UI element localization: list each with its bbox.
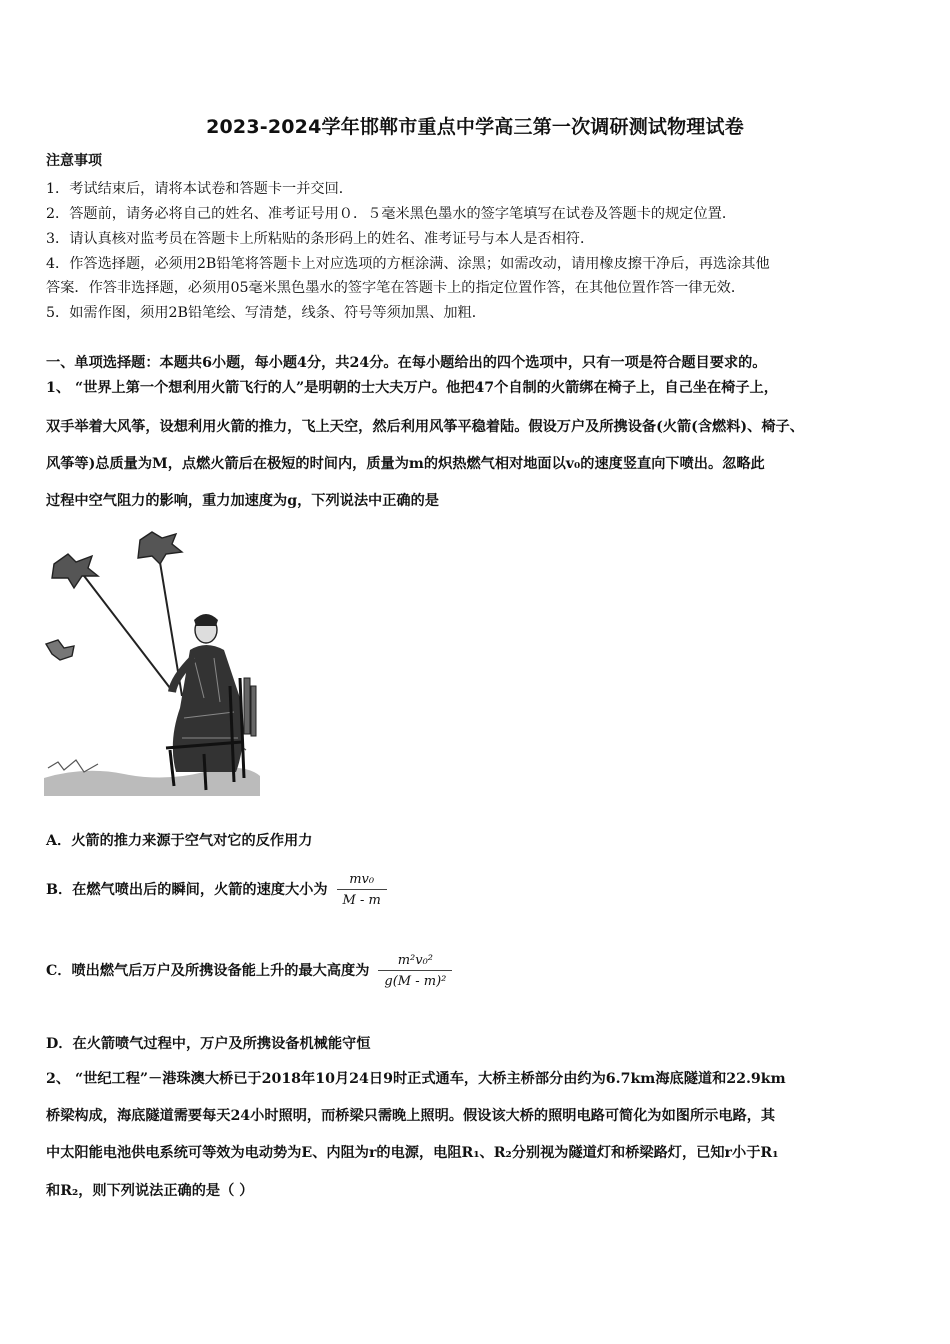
question-1-text: 1、 “世界上第一个想利用火箭飞行的人”是明朝的士大夫万户。他把47个自制的火箭绑在椅子上，自己坐在椅子上， [46, 380, 778, 396]
question-2-text: 2、 “世纪工程”－港珠澳大桥已于2018年10月24日9时正式通车，大桥主桥部分由约为6.7km海底隧道和22.9km [46, 1071, 786, 1087]
option-d: D．在火箭喷气过程中，万户及所携设备机械能守恒 [46, 1036, 371, 1052]
option-c-denominator: g(M - m)² [384, 974, 447, 989]
option-b-text: B．在燃气喷出后的瞬间，火箭的速度大小为 [46, 882, 328, 898]
option-c [46, 953, 452, 989]
option-b-formula [337, 872, 387, 908]
notice-item: 2．答题前，请务必将自己的姓名、准考证号用０．５毫米黑色墨水的签字笔填写在试卷及答题卡的规定位置． [46, 206, 737, 222]
section-heading: 一、单项选择题：本题共6小题，每小题4分，共24分。在每小题给出的四个选项中，只有一项是符合题目要求的。 [46, 355, 767, 371]
option-b-numerator: mv₀ [337, 872, 387, 890]
notice-item: 3．请认真核对监考员在答题卡上所粘贴的条形码上的姓名、准考证号与本人是否相符． [46, 231, 595, 247]
notice-item: 5．如需作图，须用2B铅笔绘、写清楚，线条、符号等须加黑、加粗． [46, 305, 486, 321]
option-c-numerator: m²v₀² [378, 953, 452, 971]
notice-item: 4．作答选择题，必须用2B铅笔将答题卡上对应选项的方框涂满、涂黑；如需改动，请用橡皮擦干净后，再选涂其他 [46, 256, 770, 272]
notice-item: 答案．作答非选择题，必须用05毫米黑色墨水的签字笔在答题卡上的指定位置作答，在其他位置作答一律无效． [46, 280, 746, 296]
option-c-text: C．喷出燃气后万户及所携设备能上升的最大高度为 [46, 963, 370, 979]
question-1-text: 双手举着大风筝，设想利用火箭的推力，飞上天空，然后利用风筝平稳着陆。假设万户及所携设备(火箭(含燃料)、椅子、 [46, 419, 804, 435]
question-2-text: 桥梁构成，海底隧道需要每天24小时照明，而桥梁只需晚上照明。假设该大桥的照明电路可简化为如图所示电路，其 [46, 1108, 776, 1124]
notice-item: 1．考试结束后，请将本试卷和答题卡一并交回． [46, 181, 353, 197]
wan-hu-rocket-chair-illustration [44, 528, 260, 796]
option-a: A．火箭的推力来源于空气对它的反作用力 [46, 833, 313, 849]
question-1-text: 风筝等)总质量为M，点燃火箭后在极短的时间内，质量为m的炽热燃气相对地面以v₀的速度竖直向下喷出。忽略此 [46, 456, 765, 472]
page-title: 2023-2024学年邯郸市重点中学高三第一次调研测试物理试卷 [206, 116, 744, 138]
option-b [46, 872, 387, 908]
option-b-denominator: M - m [342, 893, 381, 908]
option-c-formula [378, 953, 452, 989]
notice-heading: 注意事项 [46, 153, 102, 169]
question-1-text: 过程中空气阻力的影响，重力加速度为g，下列说法中正确的是 [46, 493, 439, 509]
question-2-text: 和R₂，则下列说法正确的是（ ） [46, 1183, 254, 1199]
question-2-text: 中太阳能电池供电系统可等效为电动势为E、内阻为r的电源，电阻R₁、R₂分别视为隧道灯和桥梁路灯，已知r小于R₁ [46, 1145, 779, 1161]
